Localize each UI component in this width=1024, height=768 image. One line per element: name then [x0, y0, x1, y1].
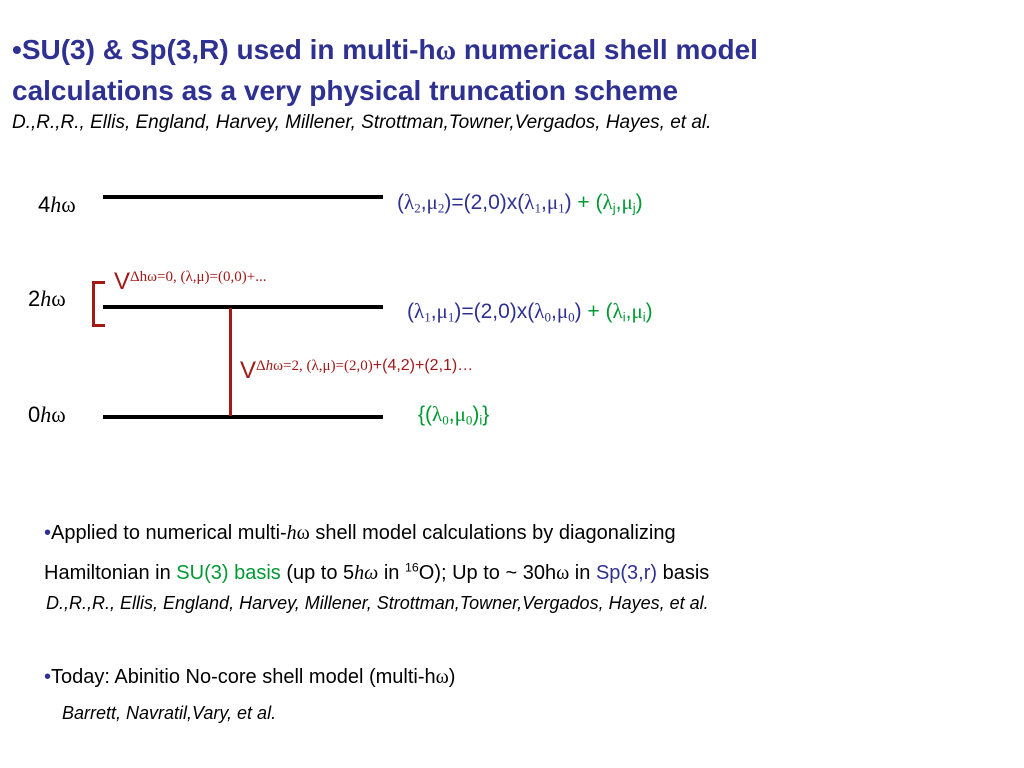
level-label-2hw: 2hω [28, 286, 66, 311]
basis-set-0hw: $\{(\lambda_0,\mu_0)_i\}$ [418, 402, 490, 428]
bracket-2hw [92, 281, 105, 327]
level-label-4hw: 4hω [38, 192, 76, 217]
coupling-formula-2hw: $(\lambda_1,\mu_1)=(2,0)x(\lambda_0,\mu_0) + (\lambda_i,\mu_i)$ [407, 299, 653, 325]
references-top: D.,R.,R., Ellis, England, Harvey, Millener, Strottman,Towner,Vergados, Hayes, et al. [12, 112, 712, 133]
title-bullet: • [12, 34, 22, 65]
level-line-0hw [103, 415, 383, 419]
title-line-1: •SU(3) & Sp(3,R) used in multi-hω numerical shell model [12, 34, 758, 66]
bullet-today: •Today: Abinitio No-core shell model (multi-hω) [44, 666, 456, 688]
transition-label-0hw: VΔhω=0, (λ,μ)=(0,0)+... [114, 268, 267, 295]
references-bullet-2: Barrett, Navratil,Vary, et al. [62, 703, 277, 723]
transition-line-2hw [229, 308, 232, 416]
omega-symbol: ω [435, 35, 457, 66]
sp3r-basis-text: Sp(3,r) [595, 562, 658, 584]
level-line-2hw [103, 305, 383, 309]
level-line-4hw [103, 195, 383, 199]
bullet-applied-line-2: Hamiltonian in SU(3) basis (up to 5hω in $^{16}$O); Up to ~ 30hω in Sp(3,r) basis [44, 560, 710, 584]
slide-title [12, 30, 758, 111]
coupling-formula-4hw: $(\lambda_2,\mu_2)=(2,0)x(\lambda_1,\mu_1) + (\lambda_j,\mu_j)$ [397, 190, 643, 216]
bullet-applied: •Applied to numerical multi-hω shell model calculations by diagonalizing [44, 522, 676, 544]
transition-label-2hw: VΔhω=2, (λ,μ)=(2,0)+(4,2)+(2,1)… [240, 357, 474, 384]
references-bullet-1: D.,R.,R., Ellis, England, Harvey, Millener, Strottman,Towner,Vergados, Hayes, et al. [46, 593, 709, 613]
level-label-0hw: 0hω [28, 402, 66, 427]
title-line-2: calculations as a very physical truncation scheme [12, 75, 679, 106]
su3-basis-text: SU(3) basis [176, 562, 281, 584]
